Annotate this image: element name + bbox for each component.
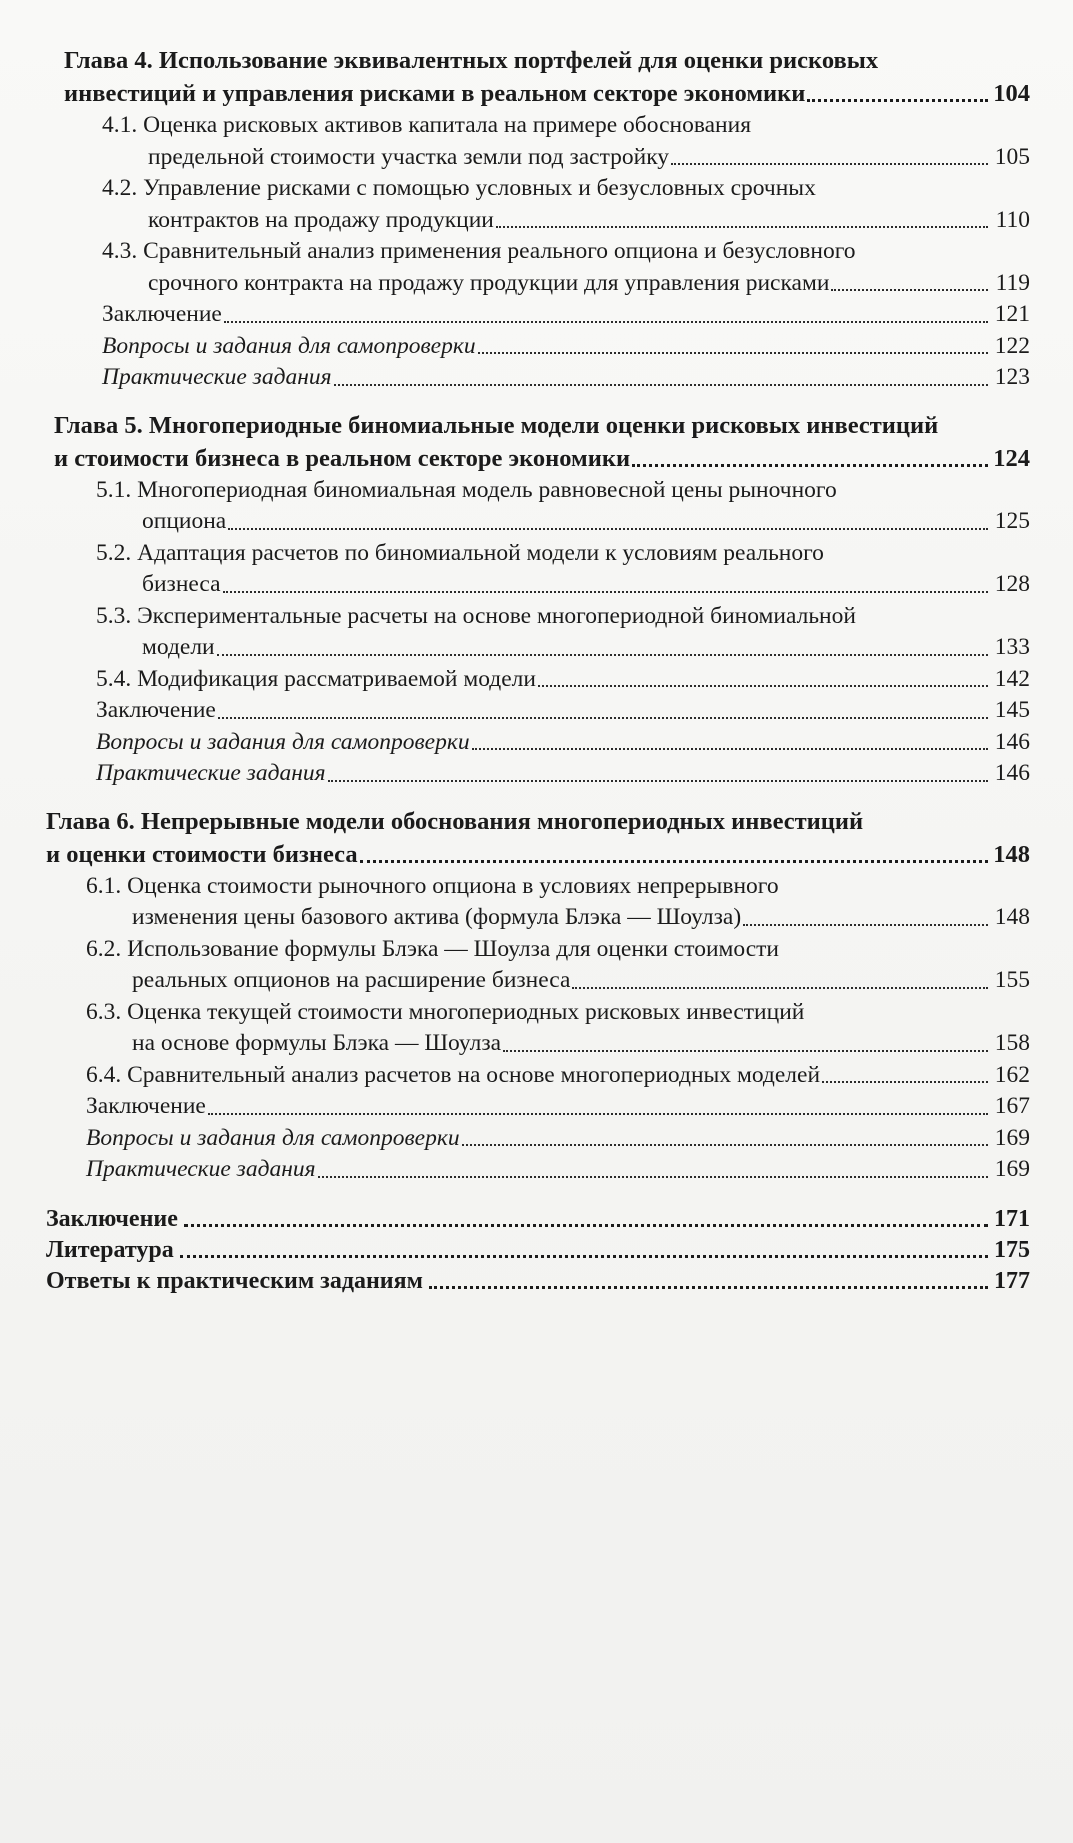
questions-entry (46, 727, 1030, 759)
back-matter (46, 1204, 1030, 1297)
section-entry (46, 236, 1030, 299)
chapter-4 (46, 44, 1030, 394)
dot-leader (538, 685, 988, 687)
dot-leader (218, 717, 988, 719)
section-entry (46, 173, 1030, 236)
page-number: 175 (994, 1236, 1030, 1263)
dot-leader (429, 1286, 988, 1289)
section-title-line: 4.3. Сравнительный анализ применения реального опциона и безусловного (102, 238, 856, 264)
dot-leader (743, 924, 988, 926)
entry-label: Заключение (46, 1205, 178, 1232)
chapter-title (64, 44, 1030, 110)
section-title-line: 6.3. Оценка текущей стоимости многопериодных рисковых инвестиций (86, 998, 805, 1025)
entry-label: Практические задания (102, 364, 332, 390)
page-number: 124 (993, 444, 1030, 472)
dot-leader (208, 1113, 988, 1115)
section-title-line: 6.1. Оценка стоимости рыночного опциона в условиях непрерывного (86, 872, 779, 899)
section-title-line: на основе формулы Блэка — Шоулза (132, 1030, 502, 1056)
entry-label: Ответы к практическим заданиям (46, 1267, 423, 1294)
chapter-title (46, 805, 1030, 871)
entry-label: Литература (46, 1236, 174, 1263)
chapter-title-line: Глава 4. Использование эквивалентных портфелей для оценки рисковых (64, 47, 879, 74)
entry-label: Заключение (96, 697, 216, 723)
practice-entry (46, 758, 1030, 790)
chapter-title-line: Глава 6. Непрерывные модели обоснования многопериодных инвестиций (46, 807, 864, 835)
dot-leader (223, 591, 988, 593)
page-number: 123 (994, 364, 1030, 390)
dot-leader (807, 99, 988, 102)
entry-label: Вопросы и задания для самопроверки (86, 1124, 460, 1151)
page-number: 119 (995, 269, 1030, 296)
page-number: 167 (994, 1093, 1030, 1119)
dot-leader (228, 528, 988, 530)
section-title-line: 5.1. Многопериодная биномиальная модель равновесной цены рыночного (96, 476, 837, 503)
page-number: 177 (994, 1267, 1030, 1294)
section-title-line: 6.4. Сравнительный анализ расчетов на основе многопериодных моделей (86, 1061, 821, 1088)
dot-leader (572, 987, 988, 989)
dot-leader (472, 748, 988, 750)
section-entry (46, 871, 1030, 934)
practice-entry (46, 362, 1030, 394)
dot-leader (822, 1081, 988, 1083)
dot-leader (360, 860, 988, 863)
dot-leader (334, 384, 988, 386)
dot-leader (462, 1144, 988, 1146)
page-number: 148 (994, 904, 1030, 930)
entry-label: Заключение (86, 1093, 206, 1119)
conclusion-entry (46, 1091, 1030, 1123)
conclusion-entry (46, 299, 1030, 331)
chapter-title (54, 409, 1030, 475)
page-number: 133 (994, 634, 1030, 660)
section-title-line: 4.2. Управление рисками с помощью условных и безусловных срочных (102, 175, 816, 201)
back-matter-entry (46, 1266, 1030, 1297)
page-number: 125 (994, 508, 1030, 534)
section-entry (46, 475, 1030, 538)
page-number: 122 (994, 332, 1030, 359)
conclusion-entry (46, 695, 1030, 727)
page-number: 171 (994, 1205, 1030, 1232)
page-number: 121 (994, 301, 1030, 327)
dot-leader (632, 464, 988, 467)
dot-leader (478, 352, 988, 354)
back-matter-entry (46, 1235, 1030, 1266)
dot-leader (184, 1224, 988, 1227)
page-number: 110 (995, 206, 1030, 233)
page-number: 162 (994, 1061, 1030, 1088)
page-number: 155 (994, 967, 1030, 993)
section-title-line: бизнеса (142, 571, 221, 597)
table-of-contents (46, 44, 1030, 1297)
chapter-title-line: и оценки стоимости бизнеса (46, 840, 358, 868)
section-title-line: 4.1. Оценка рисковых активов капитала на примере обоснования (102, 112, 752, 138)
chapter-title-line: и стоимости бизнеса в реальном секторе экономики (54, 444, 631, 472)
dot-leader (496, 226, 988, 228)
chapter-title-line-with-page (46, 838, 1030, 871)
page-number: 146 (994, 760, 1030, 786)
page-number: 148 (993, 840, 1030, 868)
dot-leader (831, 289, 988, 291)
chapter-title-line: инвестиций и управления рисками в реальном секторе экономики (64, 80, 806, 107)
section-entry (46, 538, 1030, 601)
dot-leader (217, 654, 988, 656)
questions-entry (46, 1123, 1030, 1155)
chapter-title-line-with-page (64, 77, 1030, 110)
section-entry (46, 1060, 1030, 1092)
questions-entry (46, 331, 1030, 363)
page-number: 104 (993, 80, 1030, 107)
dot-leader (180, 1255, 988, 1258)
page-number: 128 (994, 571, 1030, 597)
section-title-line: контрактов на продажу продукции (148, 206, 494, 233)
entry-label: Практические задания (86, 1156, 316, 1182)
dot-leader (224, 321, 988, 323)
entry-label: Вопросы и задания для самопроверки (102, 332, 476, 359)
section-title-line: модели (142, 634, 215, 660)
page-number: 158 (994, 1030, 1030, 1056)
page-number: 142 (994, 665, 1030, 692)
chapter-5 (46, 409, 1030, 790)
page-number: 145 (994, 697, 1030, 723)
practice-entry (46, 1154, 1030, 1186)
section-title-line: изменения цены базового актива (формула Блэка — Шоулза) (132, 904, 742, 930)
section-title-line: опциона (142, 508, 227, 534)
chapter-title-line: Глава 5. Многопериодные биномиальные модели оценки рисковых инвестиций (54, 411, 939, 439)
section-title-line: 6.2. Использование формулы Блэка — Шоулза для оценки стоимости (86, 935, 780, 962)
back-matter-entry (46, 1204, 1030, 1235)
section-entry (46, 110, 1030, 173)
section-title-line: реальных опционов на расширение бизнеса (132, 967, 571, 993)
section-entry (46, 601, 1030, 664)
entry-label: Заключение (102, 301, 222, 327)
page-number: 169 (994, 1124, 1030, 1151)
dot-leader (671, 163, 988, 165)
chapter-title-line-with-page (54, 442, 1030, 475)
section-title-line: срочного контракта на продажу продукции для управления рисками (148, 269, 830, 296)
entry-label: Практические задания (96, 760, 326, 786)
section-title-line: 5.4. Модификация рассматриваемой модели (96, 665, 536, 692)
section-title-line: 5.3. Экспериментальные расчеты на основе многопериодной биномиальной (96, 602, 856, 629)
chapter-6 (46, 805, 1030, 1186)
section-title-line: предельной стоимости участка земли под застройку (148, 143, 670, 170)
section-entry (46, 934, 1030, 997)
page-number: 169 (994, 1156, 1030, 1182)
page-number: 146 (994, 728, 1030, 755)
entry-label: Вопросы и задания для самопроверки (96, 728, 470, 755)
dot-leader (503, 1050, 988, 1052)
section-entry (46, 664, 1030, 696)
page-number: 105 (994, 143, 1030, 170)
section-title-line: 5.2. Адаптация расчетов по биномиальной модели к условиям реального (96, 539, 824, 566)
section-entry (46, 997, 1030, 1060)
dot-leader (328, 780, 988, 782)
dot-leader (318, 1176, 988, 1178)
